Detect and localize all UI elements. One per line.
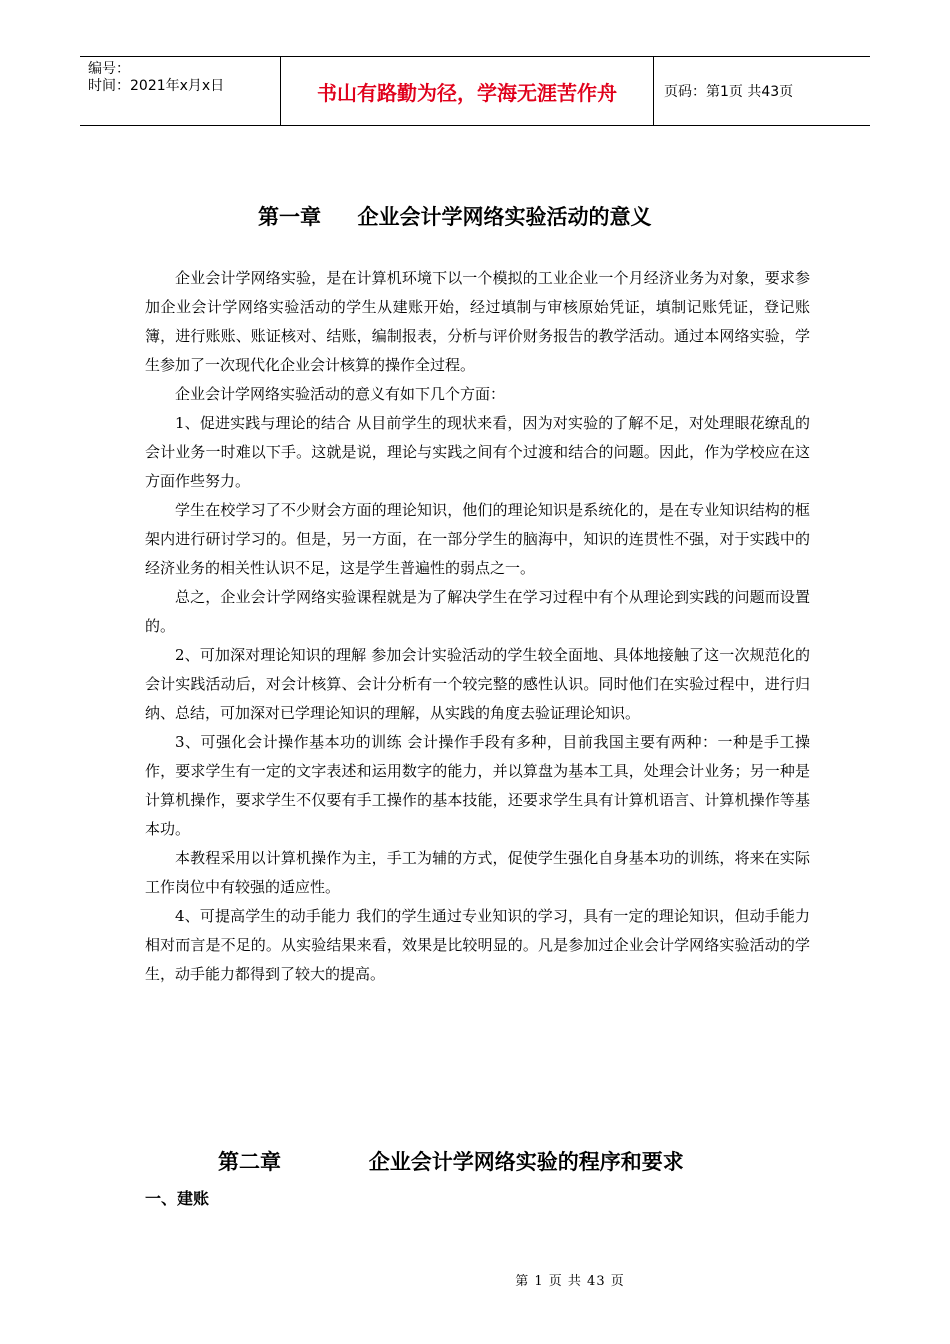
chapter2-title: 第二章 企业会计学网络实验的程序和要求 (218, 1150, 684, 1174)
paragraph: 企业会计学网络实验，是在计算机环境下以一个模拟的工业企业一个月经济业务为对象，要求参加企业会计学网络实验活动的学生从建账开始，经过填制与审核原始凭证，填制记账凭证，登记账簿，进行账账、账证核对、结账，编制报表，分析与评价财务报告的教学活动。通过本网络实验，学生参加了一次现代化企业会计核算的操作全过程。 (145, 269, 810, 374)
paragraph: 企业会计学网络实验活动的意义有如下几个方面： (175, 385, 506, 403)
paragraph: 1、促进实践与理论的结合 从目前学生的现状来看，因为对实验的了解不足，对处理眼花缭乱的会计业务一时难以下手。这就是说，理论与实践之间有个过渡和结合的问题。因此，作为学校应在这方面作些努力。 (145, 414, 810, 490)
header-meta (80, 57, 281, 125)
page-footer: 第 1 页 共 43 页 (515, 1274, 625, 1289)
chapter1-body (145, 264, 810, 989)
chapter1-title: 第一章 企业会计学网络实验活动的意义 (258, 205, 652, 229)
page-header (80, 56, 870, 126)
number-label: 编号： (88, 61, 130, 77)
paragraph: 2、可加深对理论知识的理解 参加会计实验活动的学生较全面地、具体地接触了这一次规范化的会计实践活动后，对会计核算、会计分析有一个较完整的感性认识。同时他们在实验过程中，进行归纳、总结，可加深对已学理论知识的理解，从实践的角度去验证理论知识。 (145, 646, 810, 722)
paragraph: 本教程采用以计算机操作为主，手工为辅的方式，促使学生强化自身基本功的训练，将来在实际工作岗位中有较强的适应性。 (145, 849, 810, 896)
paragraph: 学生在校学习了不少财会方面的理论知识，他们的理论知识是系统化的，是在专业知识结构的框架内进行研讨学习的。但是，另一方面，在一部分学生的脑海中，知识的连贯性不强，对于实践中的经济业务的相关性认识不足，这是学生普遍性的弱点之一。 (145, 501, 810, 577)
header-page-info: 页码：第1页 共43页 (664, 84, 794, 100)
header-motto: 书山有路勤为径，学海无涯苦作舟 (281, 57, 654, 125)
section-heading: 一、建账 (145, 1189, 210, 1208)
paragraph: 4、可提高学生的动手能力 我们的学生通过专业知识的学习，具有一定的理论知识，但动手能力相对而言是不足的。从实验结果来看，效果是比较明显的。凡是参加过企业会计学网络实验活动的学生，动手能力都得到了较大的提高。 (145, 907, 810, 983)
paragraph: 3、可强化会计操作基本功的训练 会计操作手段有多种，目前我国主要有两种：一种是手工操作，要求学生有一定的文字表述和运用数字的能力，并以算盘为基本工具，处理会计业务；另一种是计算机操作，要求学生不仅要有手工操作的基本技能，还要求学生具有计算机语言、计算机操作等基本功。 (145, 733, 810, 838)
paragraph: 总之，企业会计学网络实验课程就是为了解决学生在学习过程中有个从理论到实践的问题而设置的。 (145, 588, 810, 635)
time-label: 时间：2021年x月x日 (88, 78, 225, 94)
